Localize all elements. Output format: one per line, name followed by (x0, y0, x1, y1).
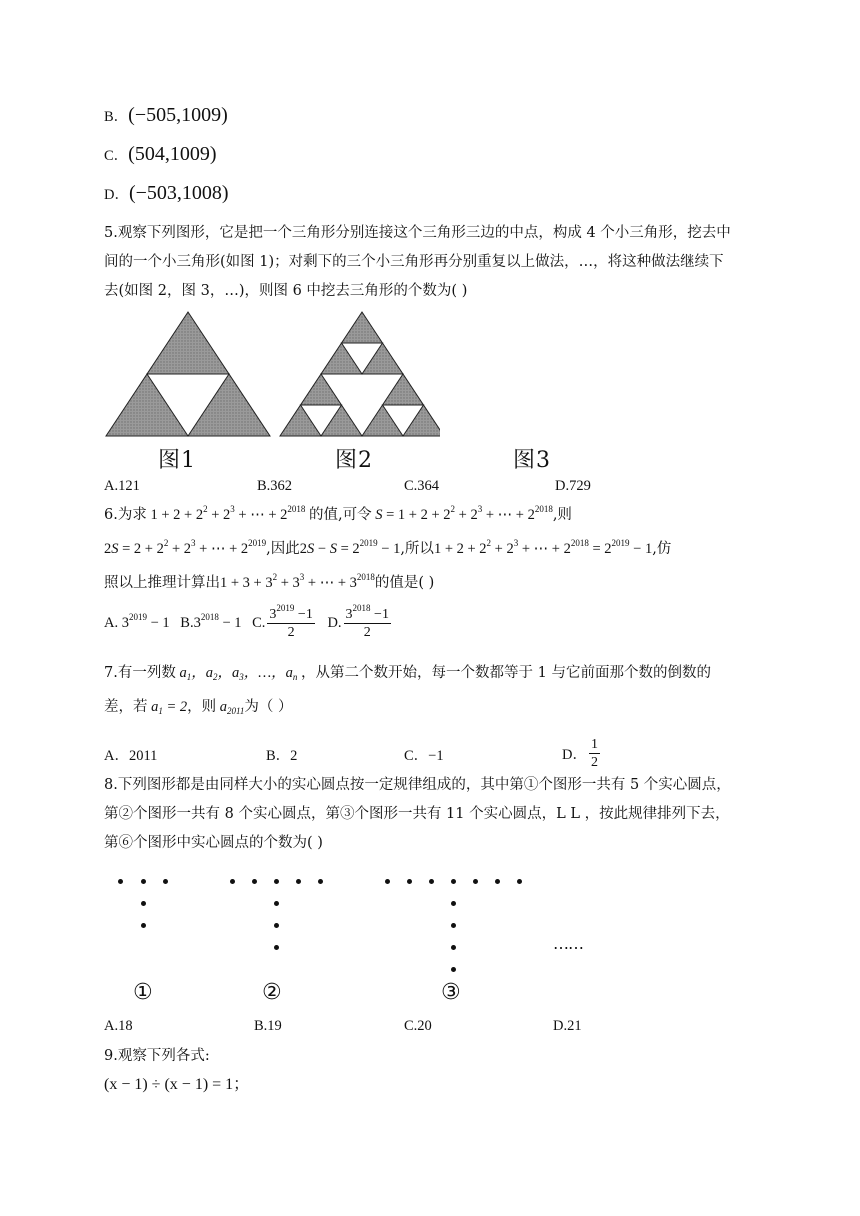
q5-option-b: B.362 (257, 478, 293, 494)
q7-sequence: $a_1$，$a_2$，$a_3$，…，$a_n$ (175, 665, 298, 682)
q8-option-c: C.20 (404, 1018, 432, 1034)
q8-line-3: 第⑥个图形中实心圆点的个数为( ) (104, 835, 323, 851)
q7-line-1 (104, 664, 711, 682)
q6-suffix: ,则 (552, 507, 572, 523)
figure-3-label: 图3 (513, 448, 551, 473)
q6-option-d: D. $\frac{3^{2018} -1}{2}$ (327, 603, 389, 640)
sierpinski-figure-1 (106, 312, 270, 436)
option-label: D. (327, 614, 342, 631)
q6-result: $1 + 2 + 2^2 + 2^3$ + ⋯ + $2^{2018} = 2^{2019} - 1$ (433, 538, 653, 557)
option-label: C． (104, 148, 129, 164)
q9-line-2: (x − 1) ÷ (x − 1) = 1； (104, 1076, 250, 1093)
option-label: B． (104, 109, 129, 125)
figure-2-label: 图2 (335, 448, 373, 473)
q6-option-c: C. $\frac{3^{2019} -1}{2}$ (252, 603, 313, 640)
q6-target-expression: $1 + 3 + 3^2 + 3^3$ + ⋯ + $3^{2018}$ (220, 572, 375, 591)
q6-text: 照以上推理计算出 (104, 575, 220, 591)
q8-line-2: 第②个图形一共有 8 个实心圆点，第③个图形一共有 11 个实心圆点，L L ，按此规律排列下去， (104, 806, 730, 822)
q7-option-a: A．2011 (104, 748, 158, 764)
option-label: A. (104, 614, 119, 631)
q7-text: ，则 (187, 699, 217, 715)
sierpinski-figure-2 (280, 312, 440, 436)
dot-figure-3-label: ③ (441, 980, 461, 1005)
q5-line-3: 去(如图 2，图 3，…)，则图 6 中挖去三角形的个数为( ) (104, 283, 468, 299)
q5-option-d: D.729 (555, 478, 591, 494)
sierpinski-figures (100, 310, 440, 470)
q6-option-b: $B.3^{2018} - 1$ (180, 611, 242, 631)
option-label: C． (404, 748, 429, 764)
q6-prefix: 6.为求 (104, 507, 147, 523)
q5-line-1: 5.观察下列图形，它是把一个三角形分别连接这个三角形三边的中点，构成 4 个小三角形，挖去中 (104, 225, 731, 241)
q5-option-a: A.121 (104, 478, 140, 494)
q6-2s-expression: $2S = 2 + 2^2 + 2^3$ + ⋯ + $2^{2019}$ (104, 538, 267, 557)
option-value: (504,1009) (128, 143, 217, 165)
prev-option-d (104, 184, 229, 204)
q7-text: 7.有一列数 (104, 665, 176, 681)
q6-text: ,所以 (400, 541, 434, 557)
q6-text: ,因此 (266, 541, 300, 557)
q6-mid: 的值,可令 (309, 507, 372, 523)
q6-text: ,仿 (652, 541, 672, 557)
q6-option-a: A. $3^{2019} - 1$ (104, 611, 170, 631)
q7-text: ，从第二个数开始，每一个数都等于 1 与它前面那个数的倒数的 (301, 665, 711, 681)
q7-condition: $a_1 = 2$ (147, 699, 188, 716)
prev-option-b (104, 106, 228, 126)
q6-difference: $2S - S = 2^{2019} - 1$ (299, 538, 401, 557)
option-label: C. (252, 614, 266, 631)
q7-text: 为（ ） (244, 699, 293, 715)
q6-s-definition: $S = 1 + 2 + 2^2 + 2^3$ + ⋯ + $2^{2018}$ (375, 504, 553, 523)
dot-figure-2-label: ② (262, 980, 282, 1005)
dot-ellipsis: …… (553, 934, 583, 953)
option-value: (−503,1008) (128, 182, 229, 204)
prev-option-c (104, 145, 217, 165)
q6-sum-expression: $1 + 2 + 2^2 + 2^3$ + ⋯ + $2^{2018}$ (146, 504, 306, 523)
q7-option-b: B．2 (266, 748, 298, 764)
q9-line-1: 9.观察下列各式: (104, 1048, 210, 1064)
q8-option-d: D.21 (553, 1018, 582, 1034)
q6-options (104, 603, 393, 641)
q7-line-2 (104, 698, 293, 716)
option-label: D． (562, 747, 587, 763)
q7-option-d (562, 736, 602, 771)
fraction-one-half: $\frac{1}{2}$ (590, 737, 598, 770)
option-label: B. (180, 614, 194, 631)
q8-option-b: B.19 (254, 1018, 282, 1034)
q6-text: 的值是( ) (374, 575, 435, 591)
q6-line-3 (104, 574, 434, 592)
option-value: (−505,1009) (128, 104, 228, 126)
q7-option-c (404, 744, 444, 765)
figure-1-label: 图1 (158, 448, 196, 473)
q7-target: $a_{2011}$ (216, 699, 245, 716)
q8-option-a: A.18 (104, 1018, 133, 1034)
q8-line-1: 8.下列图形都是由同样大小的实心圆点按一定规律组成的，其中第①个图形一共有 5 个实心圆点， (104, 777, 731, 793)
q6-line-1 (104, 506, 572, 524)
q5-line-2: 间的一个小三角形(如图 1)；对剩下的三个小三角形再分别重复以上做法，…，将这种做法继续下 (104, 254, 724, 270)
q7-text: 差，若 (104, 699, 148, 715)
option-label: D． (104, 187, 129, 203)
q5-option-c: C.364 (404, 478, 440, 494)
q6-line-2 (104, 540, 671, 558)
dot-figure-1-label: ① (133, 980, 153, 1005)
option-value: −1 (428, 748, 444, 764)
